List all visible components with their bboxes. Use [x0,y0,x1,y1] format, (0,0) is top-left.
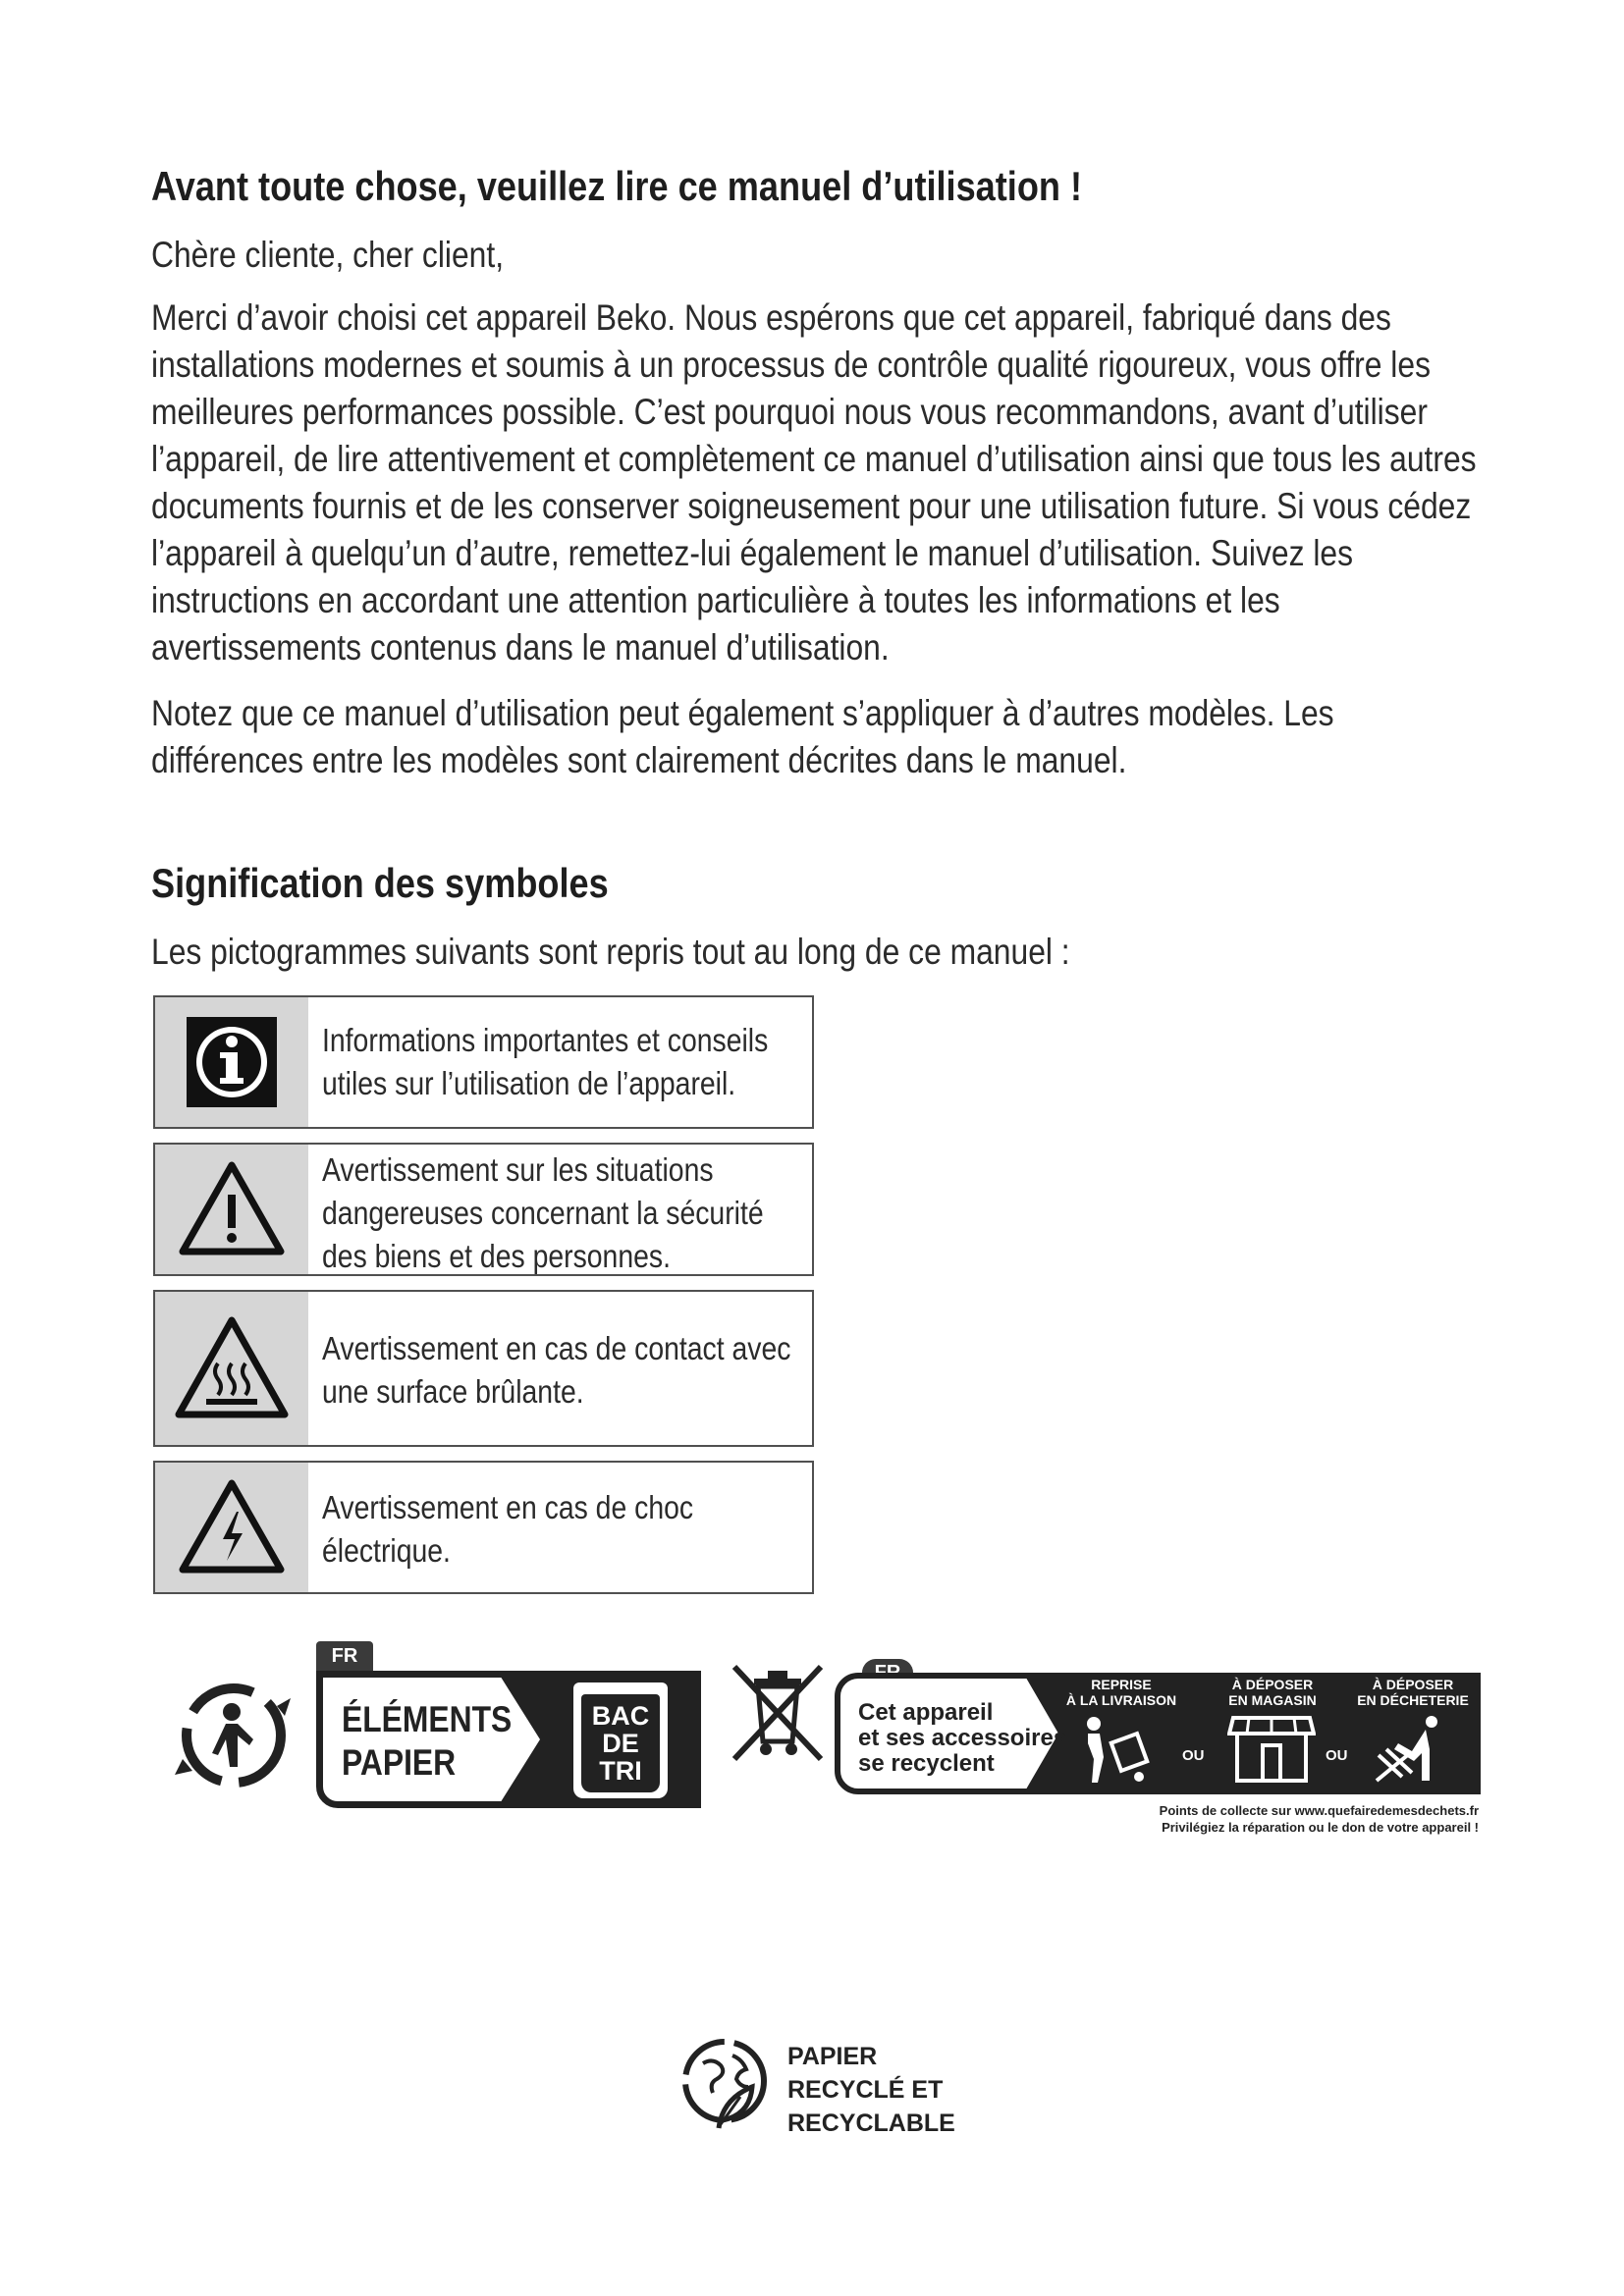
option-dump-label [1349,1677,1477,1708]
symbol-icon-cell [155,997,308,1127]
option-delivery-label [1062,1677,1180,1708]
country-badge: FR [316,1641,373,1671]
triman-label-line2: PAPIER [342,1742,457,1783]
info-icon [185,1015,279,1109]
bin-label-line1: BAC [591,1701,650,1731]
option-store-line2: EN MAGASIN [1228,1692,1317,1708]
warning-icon [178,1160,286,1258]
symbol-description: Avertissement en cas de contact avec une surface brûlante. [322,1330,791,1410]
triman-icon [169,1677,304,1794]
option-dump-line2: EN DÉCHETERIE [1357,1692,1469,1708]
symbols-intro: Les pictogrammes suivants sont repris tout au long de ce manuel : [151,932,1070,972]
option-delivery-line1: REPRISE [1091,1677,1152,1692]
hot-surface-icon [173,1314,291,1422]
symbol-description: Informations importantes et conseils utiles sur l’utilisation de l’appareil. [322,1022,769,1101]
option-store-label [1214,1677,1331,1708]
bin-label [581,1702,660,1785]
weee-footer-line2: Privilégiez la réparation ou le don de votre appareil ! [1162,1820,1479,1835]
triman-label-line1: ÉLÉMENTS [342,1699,513,1739]
symbol-row-electric-shock [153,1461,814,1594]
symbols-heading: Signification des symboles [151,860,609,906]
intro-paragraph-1: Merci d’avoir choisi cet appareil Beko. Nous espérons que cet appareil, fabriqué dans des installations modernes et soumis à un processus de contrôle qualité rigoureux, vous offre les meilleures performances possible. C’est pourquoi nous vous recommandons, avant d’utiliser l’appareil, de lire attentivement et complètement ce manuel d’utilisation ainsi que tous les autres documents fournis et de les conserver soigneusement pour une utilisation future. Si vous cédez l’appareil à quelqu’un d’autre, remettez-lui également le manuel d’utilisation. Suivez les instructions en accordant une attention particulière à toutes les informations et les avertissements contenus dans le manuel d’utilisation. [151,297,1477,667]
intro-paragraph-2: Notez que ce manuel d’utilisation peut également s’appliquer à d’autres modèles. Les différences entre les modèles sont clairement décrites dans le manuel. [151,693,1334,780]
symbol-icon-cell [155,1145,308,1274]
weee-text-line1: Cet appareil [858,1699,994,1726]
or-label: OU [1182,1747,1205,1764]
symbol-icon-cell [155,1463,308,1592]
weee-text-line2: et ses accessoires [858,1725,1067,1751]
option-store-line1: À DÉPOSER [1231,1677,1314,1692]
crossed-bin-icon [729,1659,827,1767]
bin-label-line2: DE [602,1729,639,1758]
option-dump-line1: À DÉPOSER [1372,1677,1454,1692]
weee-recycling-logo [835,1659,1481,1835]
bin-label-line3: TRI [599,1756,642,1786]
option-delivery-line2: À LA LIVRAISON [1065,1692,1177,1708]
weee-text-line3: se recyclent [858,1750,995,1777]
weee-footer [1080,1802,1479,1836]
or-label: OU [1326,1747,1348,1764]
symbol-row-hot-surface [153,1290,814,1447]
recycled-paper-label [787,2040,955,2140]
triman-paper-logo [316,1641,701,1834]
weee-footer-line1: Points de collecte sur www.quefairedemesdechets.fr [1159,1803,1479,1818]
symbol-icon-cell [155,1292,308,1445]
symbol-description: Avertissement sur les situations dangereuses concernant la sécurité des biens et des personnes. [322,1151,764,1274]
weee-text [858,1700,1066,1777]
electric-shock-icon [178,1478,286,1576]
recycling-center-icon [1373,1714,1461,1785]
symbol-row-info [153,995,814,1129]
greeting: Chère cliente, cher client, [151,235,505,275]
page-title: Avant toute chose, veuillez lire ce manuel d’utilisation ! [151,163,1083,209]
recycled-paper-line2: RECYCLÉ ET [787,2076,944,2104]
symbol-row-warning [153,1143,814,1276]
recycled-paper-line1: PAPIER [787,2043,878,2070]
recycled-paper-globe-icon [676,2030,776,2138]
store-icon [1227,1714,1316,1785]
symbol-description: Avertissement en cas de choc électrique. [322,1489,694,1569]
recycled-paper-line3: RECYCLABLE [787,2109,955,2137]
delivery-person-icon [1080,1714,1159,1785]
